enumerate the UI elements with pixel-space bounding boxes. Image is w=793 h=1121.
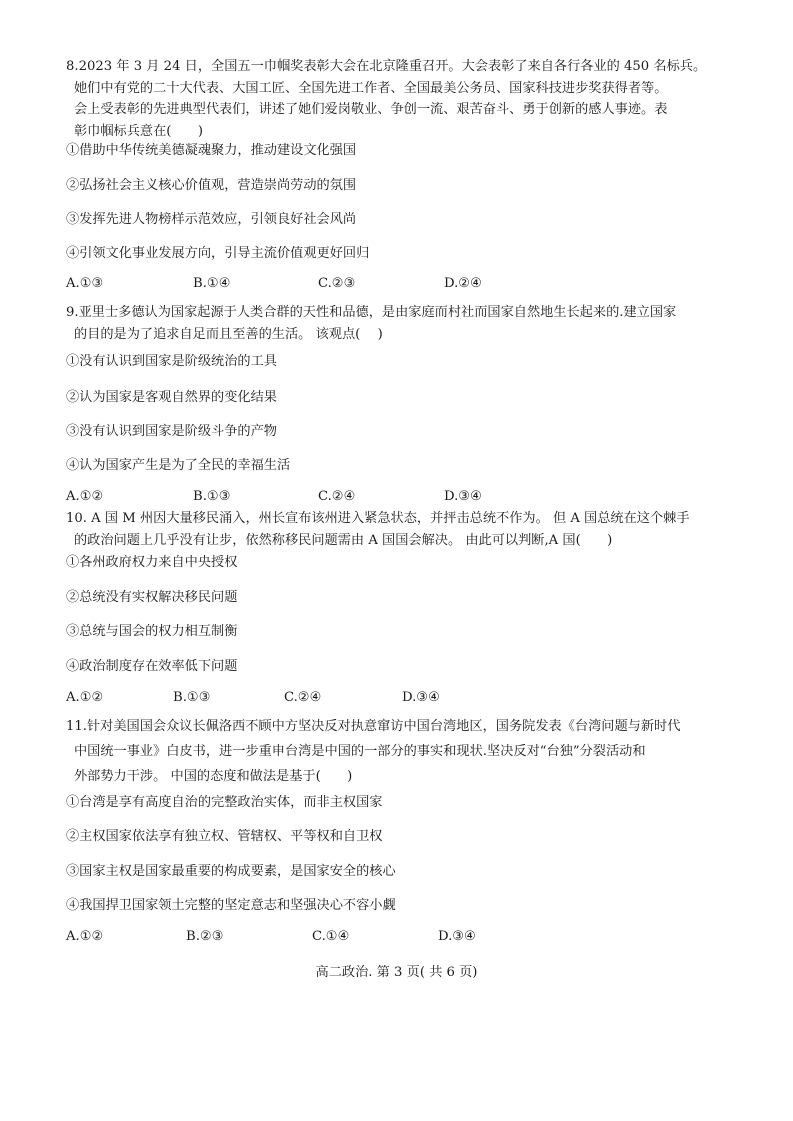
stem-line: 的目的是为了追求自足而且至善的生活。 该观点( ) [74, 326, 383, 342]
answer-b: B.①④ [193, 276, 231, 291]
option-4: ④引领文化事业发展方向，引导主流价值观更好回归 [66, 246, 370, 261]
stem-line: 外部势力干涉。 中国的态度和做法是基于( ) [74, 769, 353, 784]
answer-c: C.②④ [284, 690, 322, 705]
stem-line: 11.针对美国国会众议长佩洛西不顾中方坚决反对执意窜访中国台湾地区，国务院发表《台湾问题与新时代 [66, 719, 681, 734]
page-footer: 高二政治. 第 3 页( 共 6 页) [315, 965, 478, 980]
stem-line: 的政治问题上几乎没有让步，依然称移民问题需由 A 国国会解决。 由此可以判断,A 国( ) [74, 532, 613, 548]
stem-line: 会上受表彰的先进典型代表们，讲述了她们爱岗敬业、争创一流、艰苦奋斗、勇于创新的感人事迹。表 [74, 102, 668, 117]
stem-line: 彰巾帼标兵意在( ) [74, 123, 203, 139]
stem-line: 8.2023 年 3 月 24 日，全国五一巾帼奖表彰大会在北京隆重召开。大会表彰了来自各行各业的 450 名标兵。 [66, 59, 707, 74]
question-9-stem [66, 302, 772, 345]
option-1: ①各州政府权力来自中央授权 [66, 555, 238, 570]
answer-a: A.①③ [66, 276, 104, 291]
answer-d: D.③④ [402, 690, 440, 705]
stem-line: 9.亚里士多德认为国家起源于人类合群的天性和品德，是由家庭而村社而国家自然地生长起来的.建立国家 [66, 305, 677, 320]
answer-choices [66, 690, 566, 708]
question-8-stem [66, 56, 772, 142]
answer-b: B.②③ [186, 929, 224, 944]
option-2: ②主权国家依法享有独立权、管辖权、平等权和自卫权 [66, 829, 383, 844]
option-3: ③总统与国会的权力相互制衡 [66, 624, 238, 639]
option-3: ③没有认识到国家是阶级斗争的产物 [66, 424, 277, 439]
answer-d: D.③④ [438, 929, 476, 944]
answer-d: D.②④ [444, 276, 482, 291]
answer-a: A.①② [66, 489, 104, 504]
answer-choices [66, 489, 566, 507]
answer-choices [66, 276, 566, 294]
question-11-stem [66, 714, 772, 789]
answer-a: A.①② [66, 690, 104, 705]
stem-line: 她们中有党的二十大代表、大国工匠、全国先进工作者、全国最美公务员、国家科技进步奖获得者等。 [74, 80, 668, 96]
answer-b: B.①③ [173, 690, 211, 705]
option-3: ③发挥先进人物榜样示范效应，引领良好社会风尚 [66, 212, 357, 227]
answer-a: A.①② [66, 929, 104, 944]
answer-c: C.②③ [318, 276, 356, 291]
option-2: ②认为国家是客观自然界的变化结果 [66, 390, 277, 405]
question-10-stem [66, 508, 772, 551]
option-1: ①台湾是享有高度自治的完整政治实体，而非主权国家 [66, 795, 383, 810]
stem-line: 10. A 国 M 州因大量移民涌入，州长宣布该州进入紧急状态，并抨击总统不作为。 但 A 国总统在这个棘手 [66, 511, 690, 526]
answer-c: C.②④ [318, 489, 356, 504]
stem-line: 中国统一事业》白皮书，进一步重申台湾是中国的一部分的事实和现状.坚决反对“台独”分裂活动和 [74, 744, 646, 759]
option-4: ④我国捍卫国家领土完整的坚定意志和坚强决心不容小觑 [66, 898, 396, 913]
option-1: ①借助中华传统美德凝魂聚力，推动建设文化强国 [66, 143, 357, 158]
answer-d: D.③④ [444, 489, 482, 504]
answer-choices [66, 929, 566, 947]
option-1: ①没有认识到国家是阶级统治的工具 [66, 354, 277, 369]
option-4: ④认为国家产生是为了全民的幸福生活 [66, 458, 291, 473]
answer-c: C.①④ [312, 929, 350, 944]
option-3: ③国家主权是国家最重要的构成要素，是国家安全的核心 [66, 864, 396, 879]
option-2: ②弘扬社会主义核心价值观，营造崇尚劳动的氛围 [66, 178, 357, 193]
option-4: ④政治制度存在效率低下问题 [66, 659, 238, 674]
answer-b: B.①③ [193, 489, 231, 504]
option-2: ②总统没有实权解决移民问题 [66, 590, 238, 605]
